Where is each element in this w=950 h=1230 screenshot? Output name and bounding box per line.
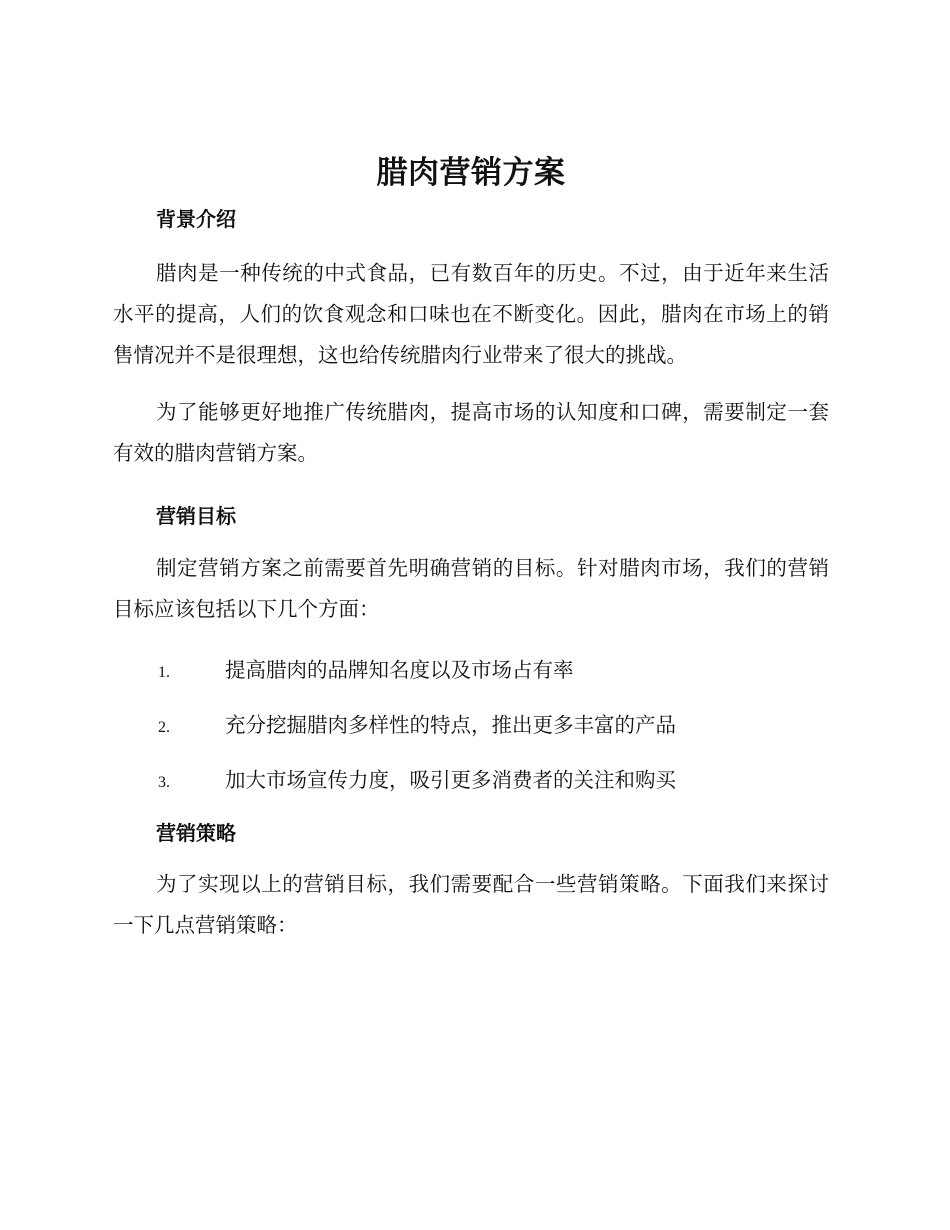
list-item-number: 2. [158,719,170,736]
list-item-text: 提高腊肉的品牌知名度以及市场占有率 [225,658,574,682]
section-heading-strategy: 营销策略 [156,821,236,845]
document-title: 腊肉营销方案 [376,155,566,191]
list-item-text: 充分挖掘腊肉多样性的特点，推出更多丰富的产品 [225,713,676,737]
strategy-paragraph: 为了实现以上的营销目标，我们需要配合一些营销策略。下面我们来探讨一下几点营销策略： [113,872,829,937]
document-body [113,152,829,946]
background-paragraph-1: 腊肉是一种传统的中式食品，已有数百年的历史。不过，由于近年来生活水平的提高，人们的饮食观念和口味也在不断变化。因此，腊肉在市场上的销售情况并不是很理想，这也给传统腊肉行业带来了很大的挑战。 [113,261,829,367]
background-paragraph-2: 为了能够更好地推广传统腊肉，提高市场的认知度和口碑，需要制定一套有效的腊肉营销方案。 [113,400,829,465]
list-item [113,655,829,710]
list-item [113,710,829,765]
list-item-text: 加大市场宣传力度，吸引更多消费者的关注和购买 [225,768,676,792]
goals-paragraph: 制定营销方案之前需要首先明确营销的目标。针对腊肉市场，我们的营销目标应该包括以下几个方面： [113,556,829,621]
section-heading-goals: 营销目标 [156,504,236,528]
goals-list [113,655,829,820]
list-item-number: 3. [158,774,170,791]
section-heading-background: 背景介绍 [156,207,236,231]
list-item [113,765,829,820]
list-item-number: 1. [158,664,170,681]
